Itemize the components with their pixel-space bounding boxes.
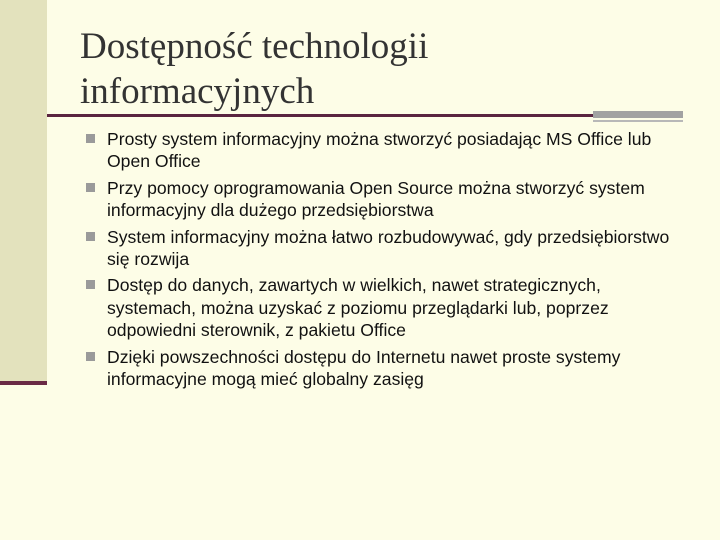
square-bullet-icon: [86, 352, 95, 361]
list-item-text: Dostęp do danych, zawartych w wielkich, nawet strategicznych, systemach, można uzyskać z poziomu przeglądarki lub, poprzez odpowiedni sterownik, z pakietu Office: [107, 275, 609, 341]
title-underline-accent: [593, 111, 683, 118]
list-item-text: Prosty system informacyjny można stworzyć posiadając MS Office lub Open Office: [107, 129, 652, 172]
title-underline-accent-thin: [593, 120, 683, 122]
list-item: [86, 274, 686, 341]
title-line-1: Dostępność technologii: [80, 26, 429, 67]
square-bullet-icon: [86, 280, 95, 289]
title-underline: [47, 114, 593, 117]
square-bullet-icon: [86, 134, 95, 143]
bullet-list: [86, 128, 686, 394]
list-item-text: System informacyjny można łatwo rozbudowywać, gdy przedsiębiorstwo się rozwija: [107, 226, 670, 270]
square-bullet-icon: [86, 183, 95, 192]
left-decorative-band: [0, 0, 47, 382]
list-item-text: Dzięki powszechności dostępu do Internetu nawet proste systemy informacyjne mogą mieć globalny zasięg: [107, 346, 621, 390]
slide-title: [80, 24, 680, 114]
title-line-2: informacyjnych: [80, 71, 315, 112]
left-band-edge: [0, 381, 47, 385]
list-item: [86, 226, 686, 271]
list-item: [86, 177, 686, 222]
list-item: [86, 128, 686, 173]
list-item: [86, 346, 686, 391]
list-item-text: Przy pomocy oprogramowania Open Source można stworzyć system informacyjny dla dużego przedsiębiorstwa: [107, 177, 645, 221]
square-bullet-icon: [86, 232, 95, 241]
